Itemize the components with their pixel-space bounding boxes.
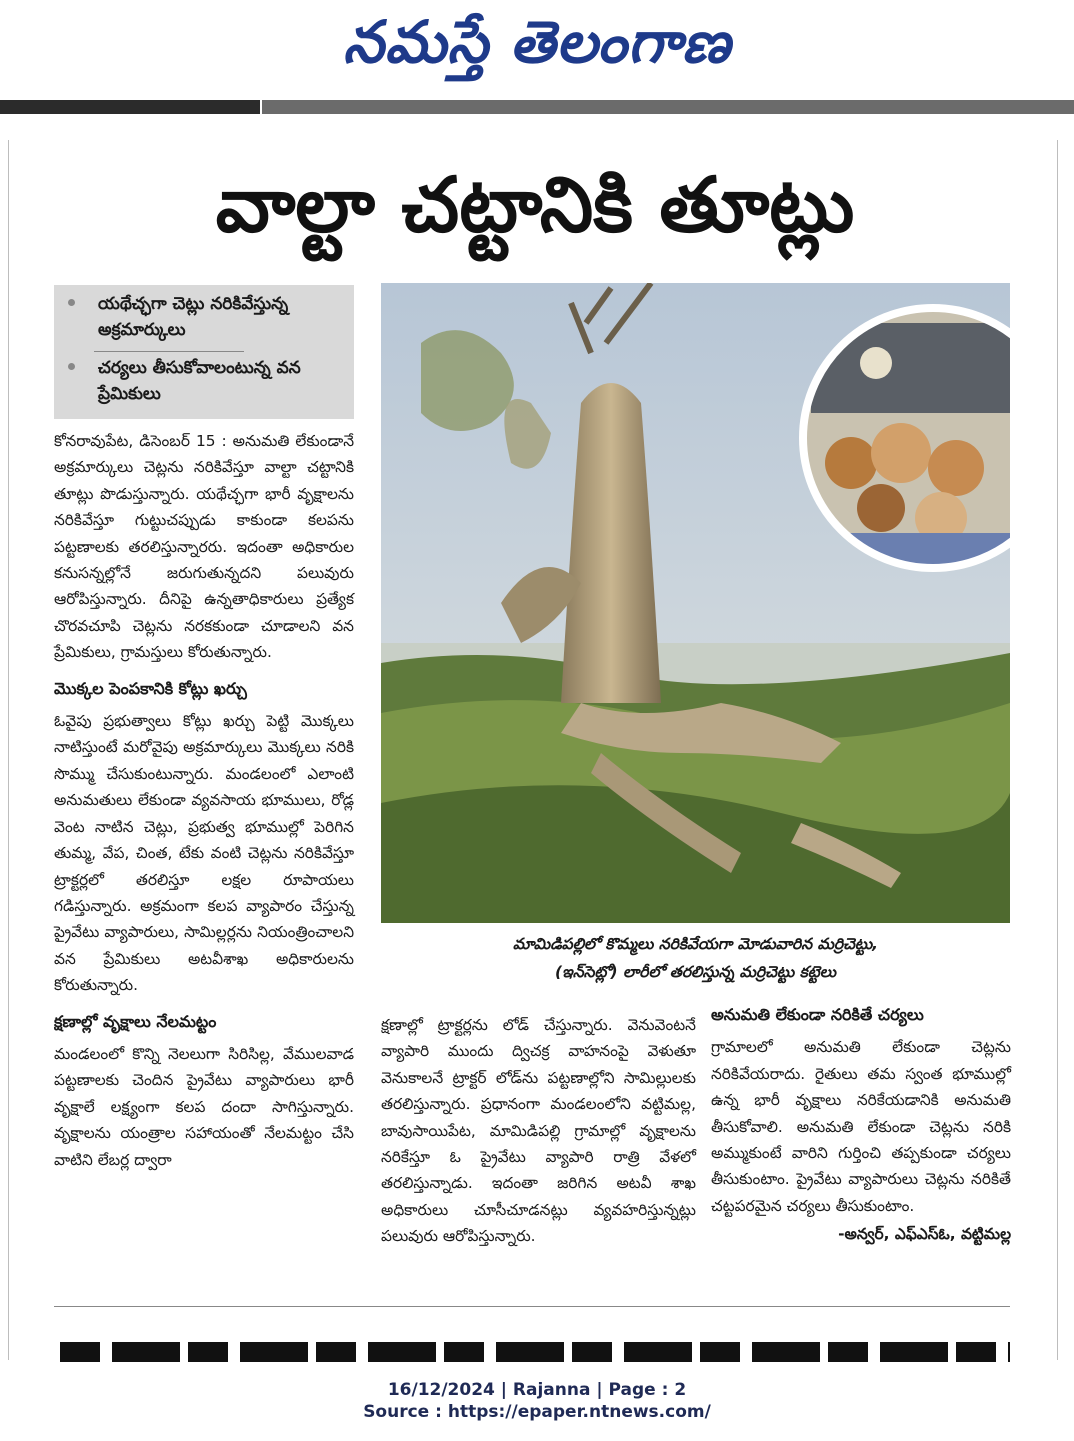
bullet-text: చర్యలు తీసుకోవాలంటున్న వన ప్రేమికులు — [98, 358, 301, 404]
subheading: క్షణాల్లో వృక్షాలు నేలమట్టం — [54, 1011, 217, 1031]
article-paragraph: ఓవైపు ప్రభుత్వాలు కోట్లు ఖర్చు పెట్టి మొక్కలు నాటిస్తుంటే మరోవైపు అక్రమార్కులు మొక్కలు నరికి సొమ్ము చేసుకుంటున్నారు. మండలంలో ఎలాంటి అనుమతులు లేకుండా వ్యవసాయ భూములు, రోడ్ల వెంట నాటిన చెట్లు, ప్రభుత్వ భూముల్లో పెరిగిన తుమ్మ, వేప, చింత, టేకు వంటి చెట్లను నరికివేస్తూ ట్రాక్టర్లలో తరలిస్తూ లక్షల రూపాయలు గడిస్తున్నారు. అక్రమంగా కలప వ్యాపారం చేస్తున్న ప్రైవేటు వ్యాపారులు, సామిల్లర్లను నియంత్రించాలని వన ప్రేమికులు అటవీశాఖ అధికారులను కోరుతున్నారు. — [54, 712, 354, 995]
subheading: అనుమతి లేకుండా నరికితే చర్యలు — [711, 1005, 924, 1024]
masthead-rule-dark — [0, 100, 260, 114]
bullet-item — [68, 355, 338, 407]
footer-source-link[interactable]: Source : https://epaper.ntnews.com/ — [363, 1402, 711, 1422]
bullet-divider — [94, 351, 244, 352]
masthead-rule-grey — [262, 100, 1074, 114]
bullet-dot-icon — [68, 299, 75, 306]
article-paragraph: క్షణాల్లో ట్రాక్టర్లను లోడ్ చేస్తున్నారు. వెనువెంటనే వ్యాపారి ముందు ద్విచక్ర వాహనంపై వెళుతూ వెనుకాలనే ట్రాక్టర్ లోడ్‌ను పట్టణాల్లోని సామిల్లులకు తరలిస్తున్నారు. ప్రధానంగా మండలంలోని వట్టిమల్ల, బావుసాయిపేట, మామిడిపల్లి గ్రామాల్లో వృక్షాలను నరికేస్తూ ఓ ప్రైవేటు వ్యాపారి రాత్రి వేళలో తరలిస్తున్నాడు. ఇదంతా జరిగిన అటవీ శాఖ అధికారులు చూసీచూడనట్లు వ్యవహరిస్తున్నట్లు పలువురు ఆరోపిస్తున్నారు. — [381, 1016, 696, 1246]
highlight-box — [54, 285, 354, 419]
headline: వాల్టా చట్టానికి తూట్లు — [215, 160, 855, 249]
article-intro: కోనరావుపేట, డిసెంబర్ 15 : అనుమతి లేకుండానే అక్రమార్కులు చెట్లను నరికివేస్తూ వాల్టా చట్టానికి తూట్లు పొడుస్తున్నారు. యథేచ్ఛగా భారీ వృక్షాలను నరికివేస్తూ గుట్టుచప్పుడు కాకుండా కలపను పట్టణాలకు తరలిస్తున్నారరు. ఇదంతా అధికారుల కనుసన్నల్లోనే జరుగుతున్నదని పలువురు ఆరోపిస్తున్నారు. దీనిపై ఉన్నతాధికారులు ప్రత్యేక చొరవచూపి చెట్లను నరకకుండా చూడాలని వన ప్రేమికులు, గ్రామస్తులు కోరుతున్నారు. — [54, 432, 354, 662]
article-paragraph: గ్రామాలలో అనుమతి లేకుండా చెట్లను నరికివేయరాదు. రైతులు తమ స్వంత భూముల్లో ఉన్న భారీ వృక్షాలు నరికేయడానికి అనుమతి తీసుకోవాలి. అనుమతి లేకుండా చెట్లను నరికి అమ్ముకుంటే వారిని గుర్తించి తప్పకుండా చర్యలు తీసుకుంటాం. ప్రైవేటు వ్యాపారులు చెట్లను నరికితే చట్టపరమైన చర్యలు తీసుకుంటాం. — [711, 1038, 1011, 1215]
subheading: మొక్కల పెంపకానికి కోట్లు ఖర్చు — [54, 678, 247, 698]
newspaper-logo: నమస్తే తెలంగాణ — [343, 8, 731, 76]
masthead — [0, 0, 1074, 100]
news-photo — [381, 283, 1010, 923]
article-column-2 — [381, 1012, 696, 1250]
footer-date-edition: 16/12/2024 | Rajanna | Page : 2 — [387, 1380, 687, 1400]
article-paragraph: మండలంలో కొన్ని నెలలుగా సిరిసిల్ల, వేములవాడ పట్టణాలకు చెందిన ప్రైవేటు వ్యాపారులు భారీ వృక్షాలే లక్ష్యంగా కలప దందా సాగిస్తున్నారు. వృక్షాలను యంత్రాల సహాయంతో నేలమట్టం చేసి వాటిని లేబర్ల ద్వారా — [54, 1044, 354, 1169]
tree-photo-illustration — [381, 283, 1010, 923]
next-article-headline-cropped — [60, 1342, 1010, 1362]
article-column-1 — [54, 428, 354, 1173]
bullet-dot-icon — [68, 363, 75, 370]
quote-attribution: -అన్వర్, ఎఫ్ఎస్ఓ, వట్టిమల్ల — [838, 1225, 1011, 1244]
photo-caption — [381, 930, 1010, 986]
caption-line: (ఇన్‌సెట్లో) లారీలో తరలిస్తున్న మర్రిచెట్టు కట్టెలు — [554, 963, 837, 981]
bullet-item — [68, 291, 338, 343]
article-column-3 — [711, 1002, 1011, 1248]
caption-line: మామిడిపల్లిలో కొమ్మలు నరికివేయగా మోడువారిన మర్రిచెట్టు, — [512, 935, 879, 953]
article-bottom-rule — [54, 1306, 1010, 1307]
bullet-text: యథేచ్ఛగా చెట్లు నరికివేస్తున్న అక్రమార్కులు — [98, 294, 289, 340]
